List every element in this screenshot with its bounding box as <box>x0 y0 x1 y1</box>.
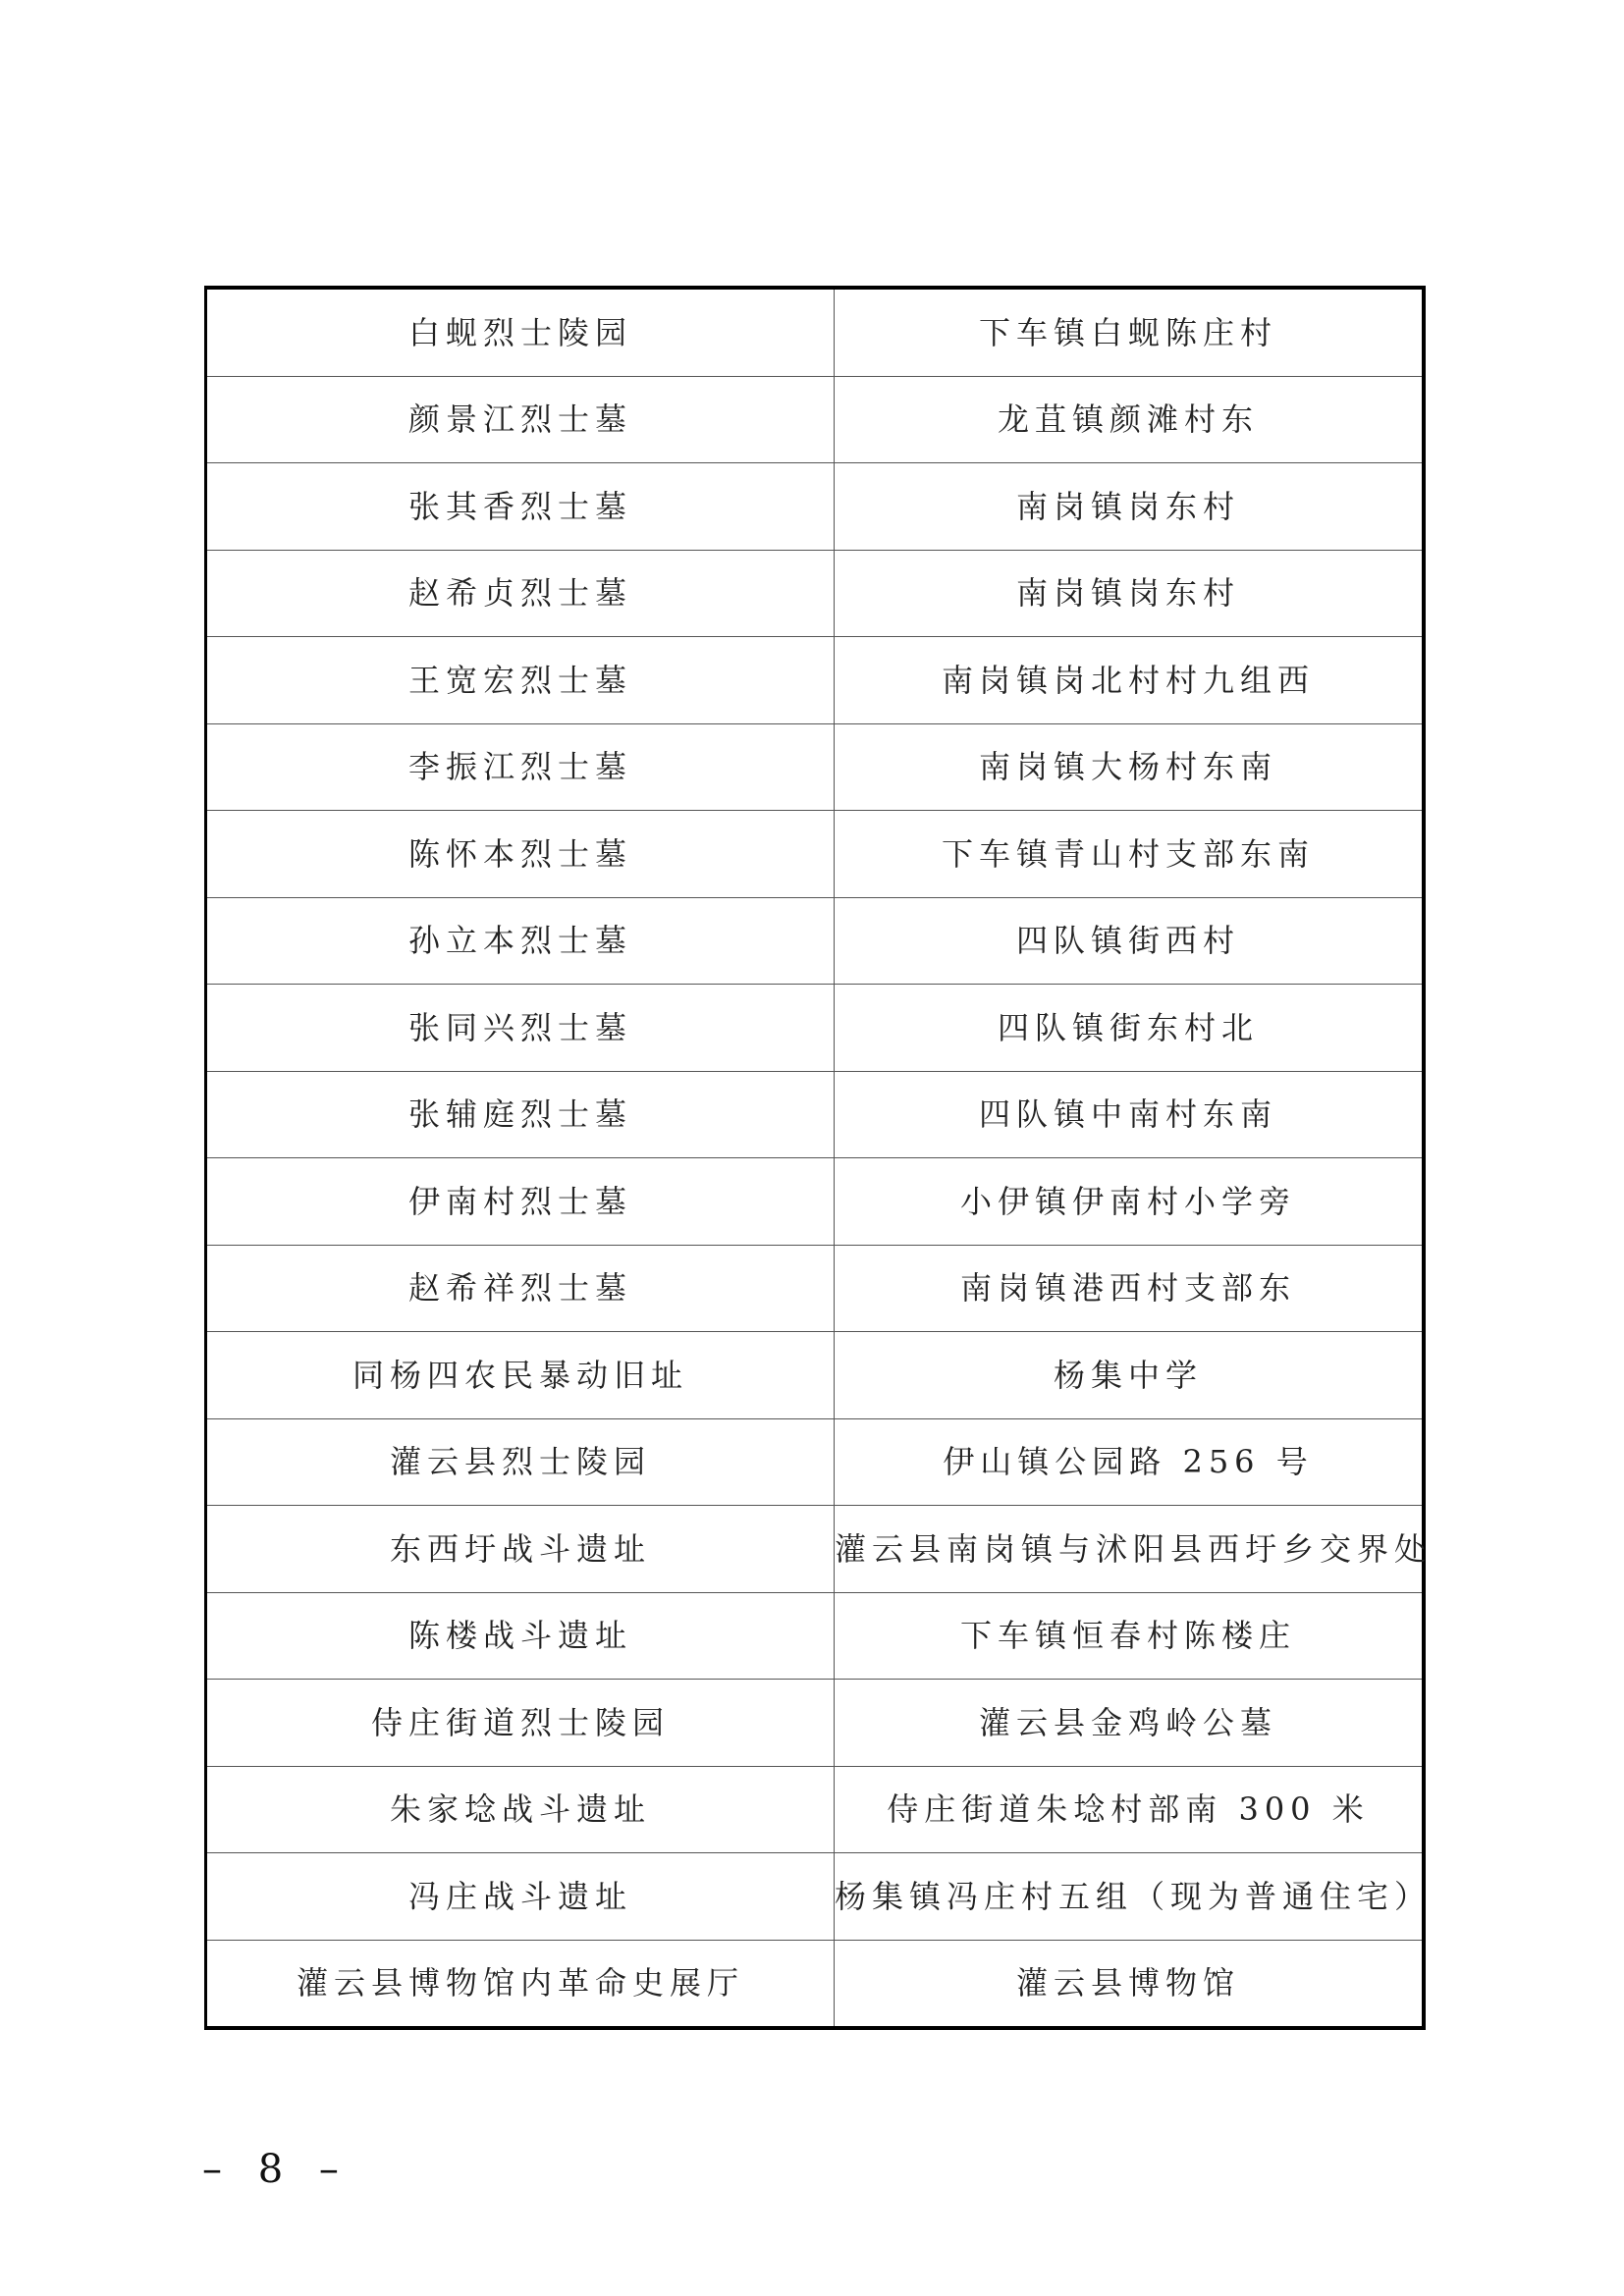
site-name-cell: 陈楼战斗遗址 <box>206 1592 835 1680</box>
site-location-cell: 下车镇青山村支部东南 <box>835 811 1425 898</box>
table-row <box>206 723 1425 811</box>
table-row <box>206 288 1425 376</box>
site-name-cell: 同杨四农民暴动旧址 <box>206 1332 835 1419</box>
site-location-cell: 杨集镇冯庄村五组（现为普通住宅） <box>835 1853 1425 1941</box>
site-name-cell: 侍庄街道烈士陵园 <box>206 1680 835 1767</box>
table-row <box>206 1680 1425 1767</box>
table-row <box>206 550 1425 637</box>
site-location-cell: 四队镇街东村北 <box>835 985 1425 1072</box>
site-location-cell: 南岗镇岗北村村九组西 <box>835 637 1425 724</box>
site-name-cell: 王宽宏烈士墓 <box>206 637 835 724</box>
site-name-cell: 张辅庭烈士墓 <box>206 1071 835 1158</box>
site-name-cell: 赵希贞烈士墓 <box>206 550 835 637</box>
table-row <box>206 376 1425 463</box>
site-location-cell: 侍庄街道朱埝村部南 300 米 <box>835 1766 1425 1853</box>
site-name-cell: 孙立本烈士墓 <box>206 897 835 985</box>
site-name-cell: 陈怀本烈士墓 <box>206 811 835 898</box>
site-location-cell: 四队镇中南村东南 <box>835 1071 1425 1158</box>
site-location-cell: 下车镇白蚬陈庄村 <box>835 288 1425 376</box>
table-row <box>206 1592 1425 1680</box>
table-row <box>206 1853 1425 1941</box>
site-location-cell: 伊山镇公园路 256 号 <box>835 1418 1425 1506</box>
site-name-cell: 张其香烈士墓 <box>206 463 835 551</box>
site-name-cell: 东西圩战斗遗址 <box>206 1506 835 1593</box>
page-number: – 8 – <box>202 2147 351 2192</box>
table-row <box>206 1158 1425 1246</box>
table-row <box>206 897 1425 985</box>
table-row <box>206 637 1425 724</box>
table-row <box>206 1332 1425 1419</box>
site-name-cell: 李振江烈士墓 <box>206 723 835 811</box>
site-location-cell: 杨集中学 <box>835 1332 1425 1419</box>
table-row <box>206 1766 1425 1853</box>
site-location-cell: 小伊镇伊南村小学旁 <box>835 1158 1425 1246</box>
table-row <box>206 1940 1425 2028</box>
table-row <box>206 1245 1425 1332</box>
table-row <box>206 1418 1425 1506</box>
site-name-cell: 赵希祥烈士墓 <box>206 1245 835 1332</box>
site-location-cell: 南岗镇岗东村 <box>835 463 1425 551</box>
site-name-cell: 颜景江烈士墓 <box>206 376 835 463</box>
table-row <box>206 811 1425 898</box>
site-name-cell: 朱家埝战斗遗址 <box>206 1766 835 1853</box>
site-location-cell: 灌云县金鸡岭公墓 <box>835 1680 1425 1767</box>
site-location-cell: 四队镇街西村 <box>835 897 1425 985</box>
table-body <box>206 288 1433 2028</box>
table-row <box>206 1071 1425 1158</box>
site-location-cell: 灌云县博物馆 <box>835 1940 1425 2028</box>
site-location-cell: 龙苴镇颜滩村东 <box>835 376 1425 463</box>
site-location-cell: 下车镇恒春村陈楼庄 <box>835 1592 1425 1680</box>
memorial-sites-table <box>204 286 1433 2030</box>
site-location-cell: 南岗镇港西村支部东 <box>835 1245 1425 1332</box>
table-row <box>206 1506 1425 1593</box>
site-name-cell: 灌云县博物馆内革命史展厅 <box>206 1940 835 2028</box>
site-name-cell: 冯庄战斗遗址 <box>206 1853 835 1941</box>
site-location-cell: 南岗镇大杨村东南 <box>835 723 1425 811</box>
table-row <box>206 985 1425 1072</box>
site-location-cell: 灌云县南岗镇与沭阳县西圩乡交界处 <box>835 1506 1425 1593</box>
site-name-cell: 灌云县烈士陵园 <box>206 1418 835 1506</box>
site-name-cell: 伊南村烈士墓 <box>206 1158 835 1246</box>
site-location-cell: 南岗镇岗东村 <box>835 550 1425 637</box>
table-row <box>206 463 1425 551</box>
site-name-cell: 张同兴烈士墓 <box>206 985 835 1072</box>
site-name-cell: 白蚬烈士陵园 <box>206 288 835 376</box>
